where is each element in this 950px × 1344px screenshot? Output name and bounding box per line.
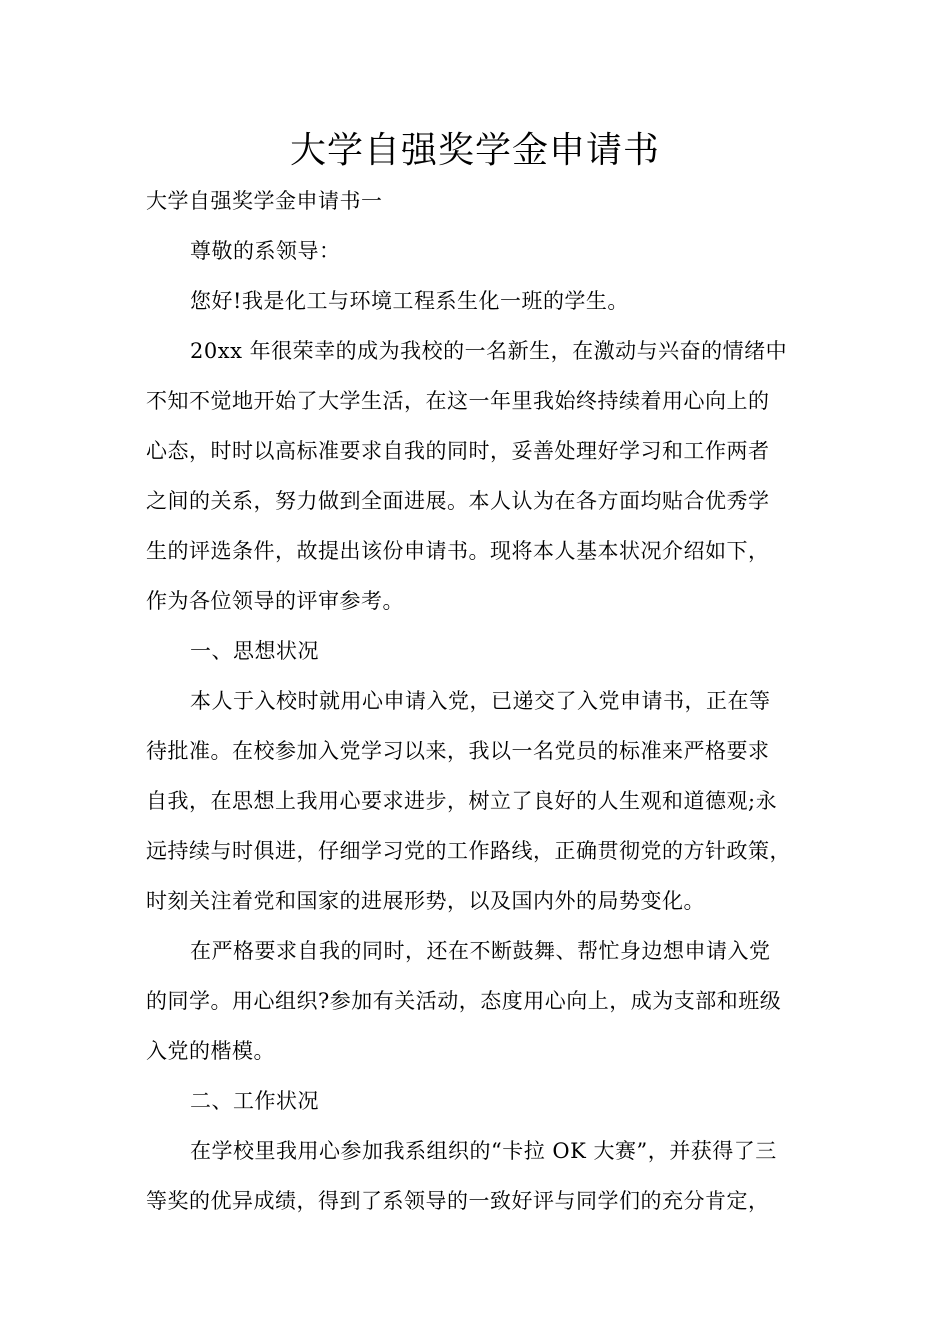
- paragraph4-line: 等奖的优异成绩，得到了系领导的一致好评与同学们的充分肯定，: [146, 1189, 770, 1213]
- paragraph2-line: 时刻关注着党和国家的进展形势，以及国内外的局势变化。: [146, 889, 705, 913]
- paragraph4-line: 在学校里我用心参加我系组织的“卡拉 OK 大赛”，并获得了三: [190, 1139, 777, 1163]
- paragraph2-line: 待批准。在校参加入党学习以来，我以一名党员的标准来严格要求: [146, 739, 770, 763]
- paragraph2-line: 自我，在思想上我用心要求进步，树立了良好的人生观和道德观;永: [146, 789, 778, 813]
- salutation: 尊敬的系领导：: [190, 239, 341, 263]
- paragraph3-line: 入党的楷模。: [146, 1039, 275, 1063]
- section-heading-work: 二、工作状况: [190, 1089, 319, 1113]
- paragraph1-line: 20xx 年很荣幸的成为我校的一名新生，在激动与兴奋的情绪中: [190, 339, 788, 363]
- paragraph1-line: 生的评选条件，故提出该份申请书。现将本人基本状况介绍如下，: [146, 539, 770, 563]
- paragraph3-line: 在严格要求自我的同时，还在不断鼓舞、帮忙身边想申请入党: [190, 939, 771, 963]
- document-title: 大学自强奖学金申请书: [289, 130, 660, 171]
- section-heading-thought: 一、思想状况: [190, 639, 319, 663]
- paragraph1-line: 不知不觉地开始了大学生活，在这一年里我始终持续着用心向上的: [146, 389, 770, 413]
- paragraph1-line: 作为各位领导的评审参考。: [146, 589, 404, 613]
- paragraph2-line: 远持续与时俱进，仔细学习党的工作路线，正确贯彻党的方针政策，: [146, 839, 791, 863]
- paragraph1-line: 心态，时时以高标准要求自我的同时，妥善处理好学习和工作两者: [146, 439, 770, 463]
- paragraph2-line: 本人于入校时就用心申请入党，已递交了入党申请书，正在等: [190, 689, 771, 713]
- document-subtitle: 大学自强奖学金申请书一: [146, 189, 383, 213]
- paragraph1-line: 之间的关系，努力做到全面进展。本人认为在各方面均贴合优秀学: [146, 489, 770, 513]
- greeting: 您好!我是化工与环境工程系生化一班的学生。: [190, 289, 629, 313]
- paragraph3-line: 的同学。用心组织?参加有关活动，态度用心向上，成为支部和班级: [146, 989, 782, 1013]
